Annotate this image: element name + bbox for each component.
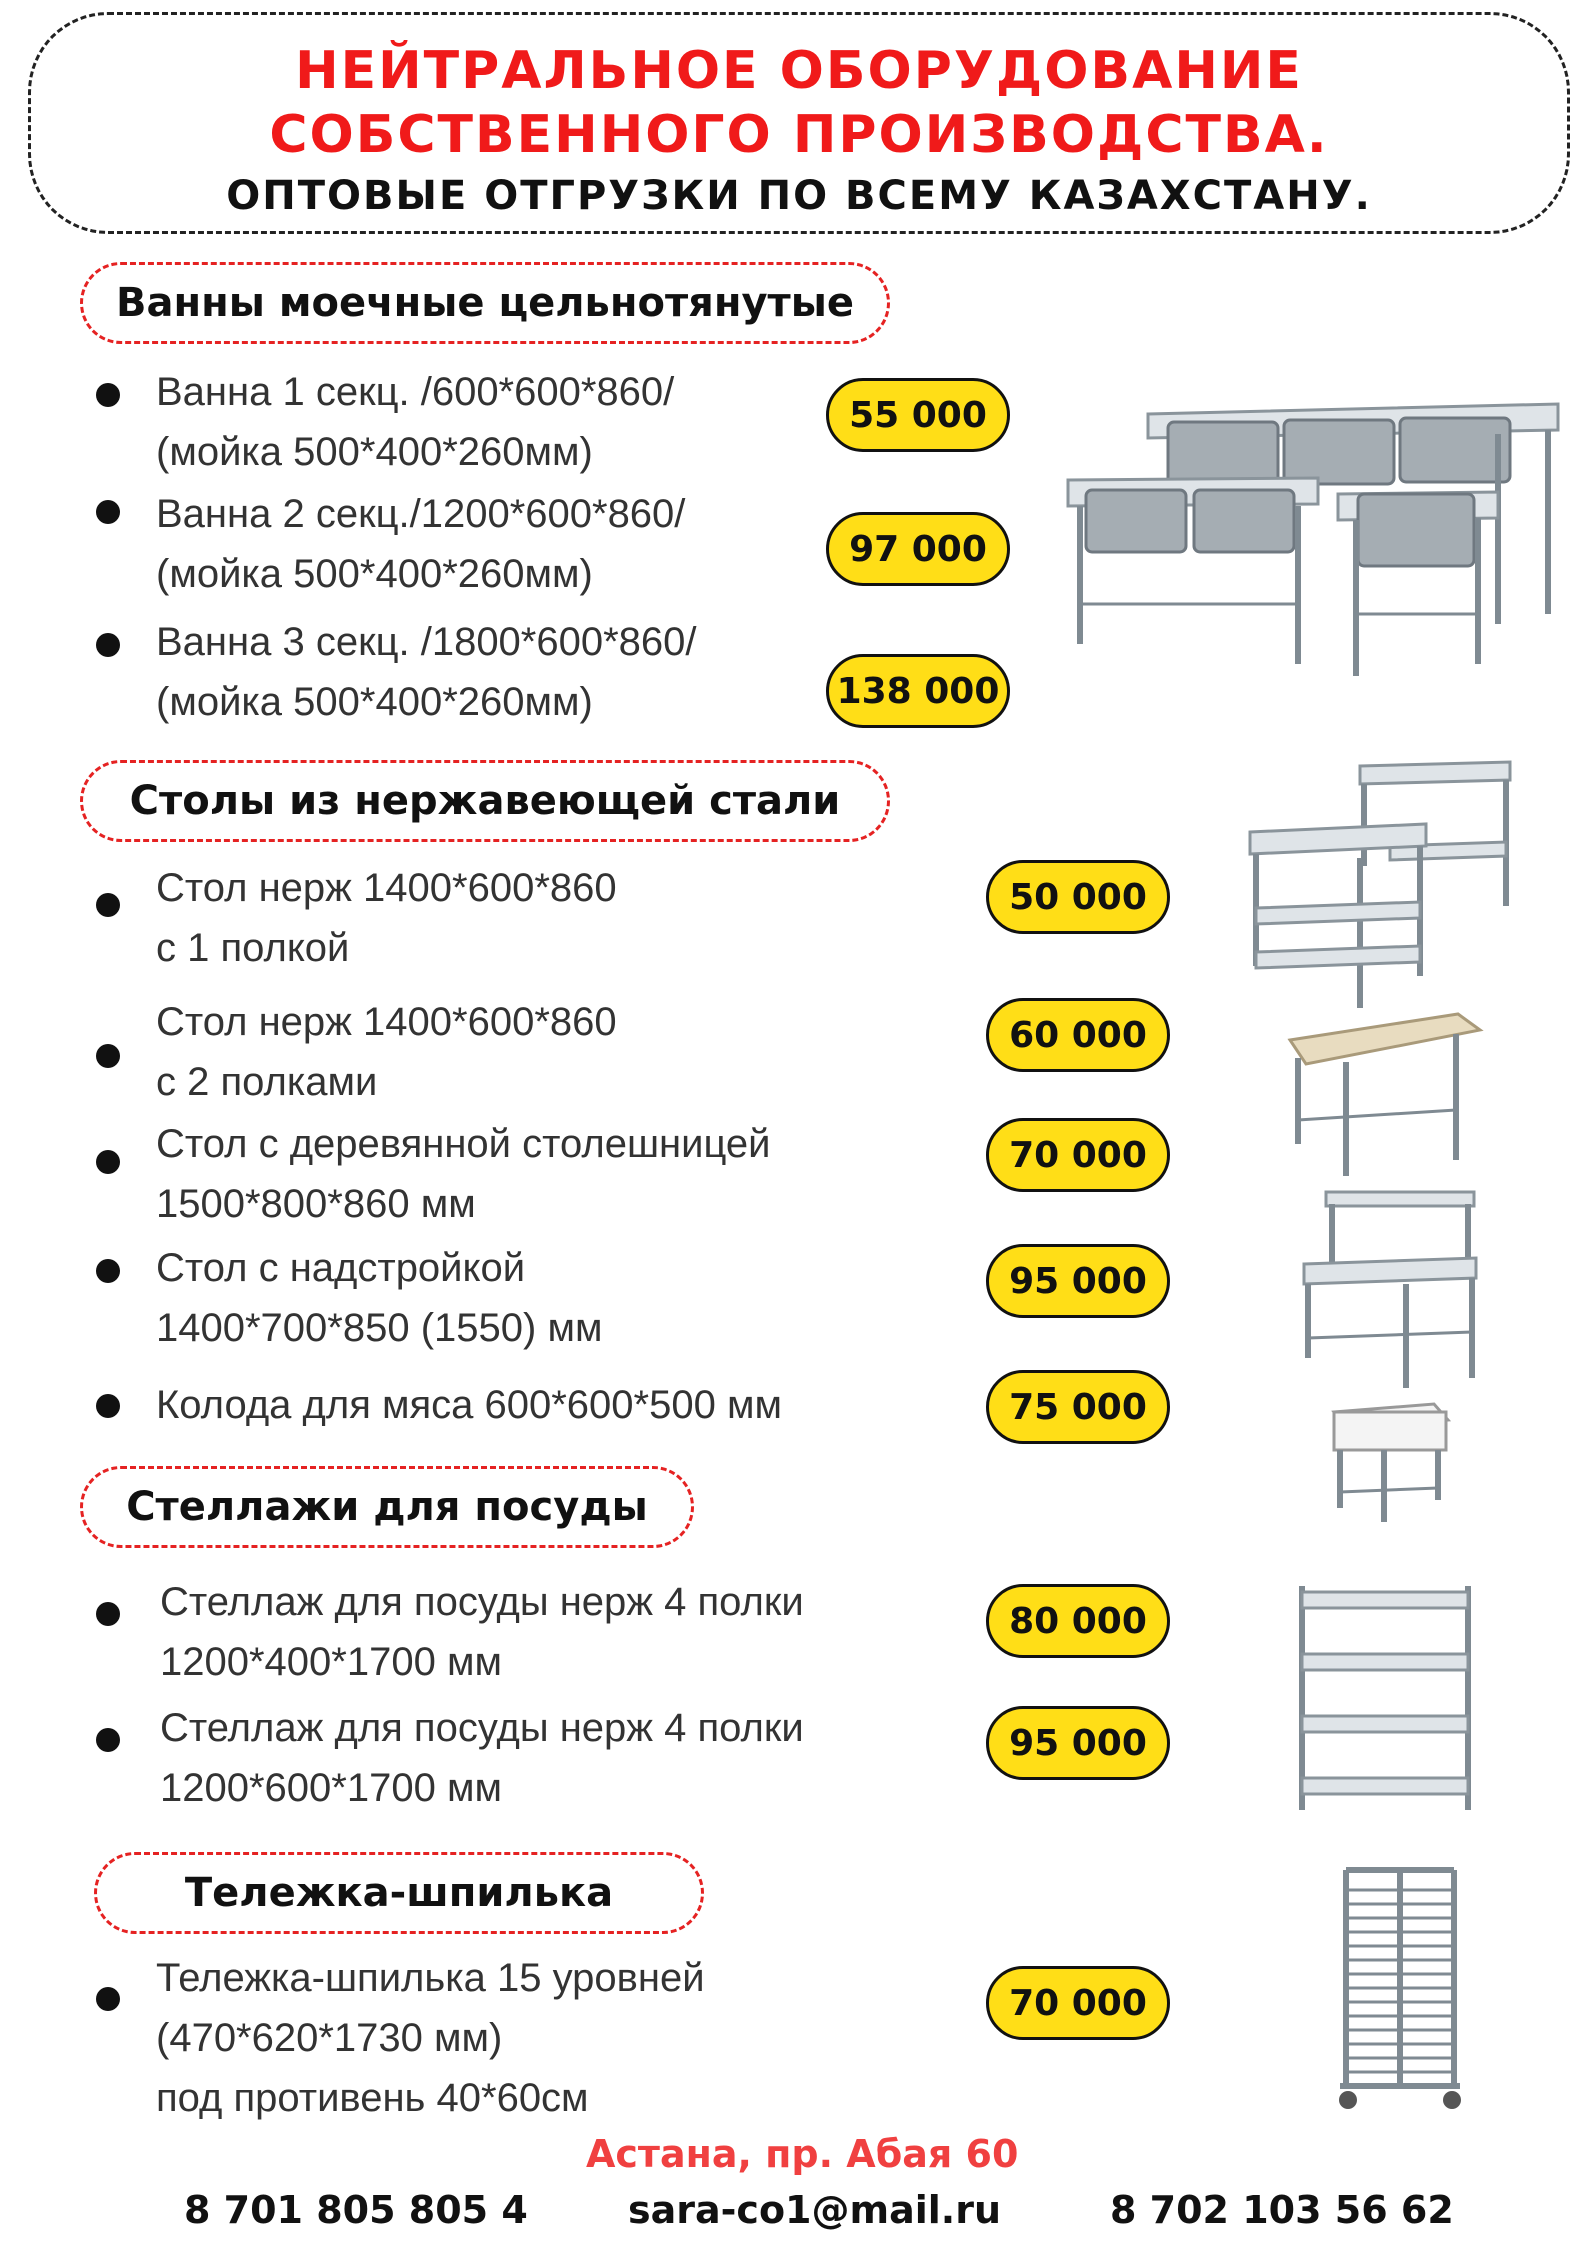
item-detail: (мойка 500*400*260мм) [156, 430, 593, 474]
bullet [96, 500, 120, 524]
item-name: Стеллаж для посуды нерж 4 полки [160, 1580, 804, 1624]
bullet [96, 893, 120, 917]
list-item [156, 858, 617, 978]
bullet [96, 383, 120, 407]
item-name: Тележка-шпилька 15 уровней [156, 1956, 705, 2000]
list-item [156, 1948, 705, 2128]
section-title-racks: Стеллажи для посуды [80, 1466, 694, 1548]
meat-block-image [1324, 1398, 1454, 1528]
address: Астана, пр. Абая 60 [586, 2132, 1019, 2176]
list-item [156, 1375, 782, 1435]
bullet [96, 1602, 120, 1626]
item-name: Ванна 3 секц. /1800*600*860/ [156, 620, 697, 664]
header-banner [28, 12, 1570, 234]
item-name: Стол с надстройкой [156, 1246, 526, 1290]
section-title-trolley: Тележка-шпилька [94, 1852, 704, 1934]
item-detail: 1200*400*1700 мм [160, 1640, 502, 1684]
list-item [160, 1572, 804, 1692]
table-with-shelf-image [1296, 1188, 1486, 1398]
list-item [156, 484, 685, 604]
header-title-line1: НЕЙТРАЛЬНОЕ ОБОРУДОВАНИЕ [295, 41, 1303, 101]
sinks-image [1058, 394, 1570, 684]
trolley-image [1330, 1860, 1470, 2114]
item-detail: (мойка 500*400*260мм) [156, 552, 593, 596]
bullet [96, 1394, 120, 1418]
tables-image [1240, 746, 1520, 1016]
list-item [156, 362, 674, 482]
item-name: Стол нерж 1400*600*860 [156, 866, 617, 910]
price-badge: 95 000 [986, 1706, 1170, 1780]
item-detail: 1500*800*860 мм [156, 1182, 476, 1226]
list-item [156, 1238, 602, 1358]
price-badge: 80 000 [986, 1584, 1170, 1658]
bullet [96, 633, 120, 657]
item-detail: 1200*600*1700 мм [160, 1766, 502, 1810]
price-badge: 97 000 [826, 512, 1010, 586]
list-item [156, 612, 697, 732]
section-title-tables: Столы из нержавеющей стали [80, 760, 890, 842]
item-detail: (470*620*1730 мм) [156, 2016, 503, 2060]
bullet [96, 1259, 120, 1283]
item-name: Ванна 1 секц. /600*600*860/ [156, 370, 675, 414]
price-badge: 70 000 [986, 1966, 1170, 2040]
wood-table-image [1286, 1010, 1486, 1180]
header-subtitle: ОПТОВЫЕ ОТГРУЗКИ ПО ВСЕМУ КАЗАХСТАНУ. [226, 173, 1372, 219]
phone-2[interactable]: 8 702 103 56 62 [1110, 2188, 1454, 2232]
item-note: под противень 40*60см [156, 2076, 589, 2120]
price-badge: 50 000 [986, 860, 1170, 934]
price-badge: 138 000 [826, 654, 1010, 728]
price-badge: 95 000 [986, 1244, 1170, 1318]
dish-rack-image [1290, 1582, 1480, 1814]
bullet [96, 1044, 120, 1068]
email-link[interactable]: sara-co1@mail.ru [628, 2188, 1002, 2232]
item-detail: с 2 полками [156, 1060, 378, 1104]
price-badge: 60 000 [986, 998, 1170, 1072]
item-name: Стеллаж для посуды нерж 4 полки [160, 1706, 804, 1750]
item-detail: (мойка 500*400*260мм) [156, 680, 593, 724]
price-badge: 70 000 [986, 1118, 1170, 1192]
section-title-sinks: Ванны моечные цельнотянутые [80, 262, 890, 344]
bullet [96, 1987, 120, 2011]
list-item [156, 1114, 771, 1234]
item-name: Колода для мяса 600*600*500 мм [156, 1383, 782, 1427]
item-detail: 1400*700*850 (1550) мм [156, 1306, 603, 1350]
bullet [96, 1728, 120, 1752]
item-name: Стол с деревянной столешницей [156, 1122, 771, 1166]
price-badge: 75 000 [986, 1370, 1170, 1444]
price-badge: 55 000 [826, 378, 1010, 452]
header-title-line2: СОБСТВЕННОГО ПРОИЗВОДСТВА. [269, 105, 1329, 165]
list-item [160, 1698, 804, 1818]
item-name: Ванна 2 секц./1200*600*860/ [156, 492, 686, 536]
bullet [96, 1150, 120, 1174]
item-detail: с 1 полкой [156, 926, 350, 970]
list-item [156, 992, 617, 1112]
item-name: Стол нерж 1400*600*860 [156, 1000, 617, 1044]
phone-1[interactable]: 8 701 805 805 4 [184, 2188, 528, 2232]
